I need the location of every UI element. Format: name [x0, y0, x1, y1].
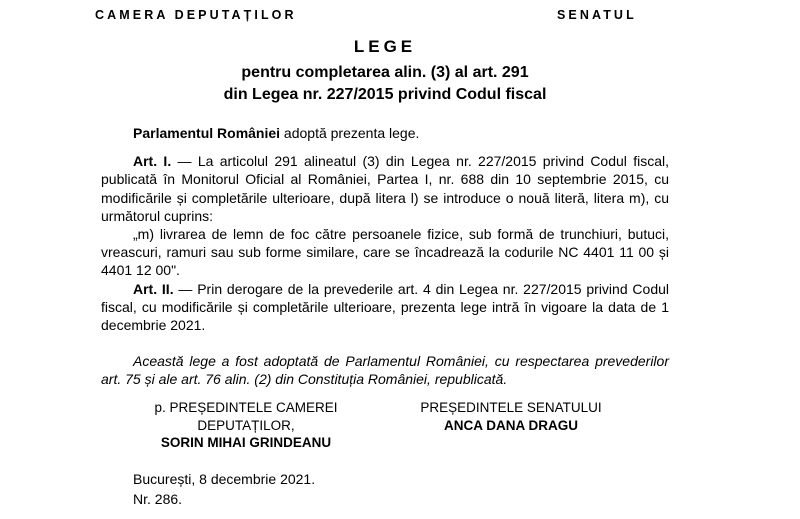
signature-senate [391, 399, 631, 434]
chamber-senate-label: SENATUL [557, 8, 637, 22]
paragraph-article-1 [101, 152, 669, 225]
chambers-header [0, 6, 800, 24]
adoption-note [101, 352, 669, 388]
document-footer [133, 469, 315, 509]
footer-number: Nr. 286. [133, 491, 183, 507]
article-2-text: Prin derogare de la prevederile art. 4 din Legea nr. 227/2015 privind Codul fiscal, cu modificările și completările ulterioare, prezenta lege intră în vigoare la data de 1 decembrie 2021. [101, 280, 670, 334]
paragraph-quoted-letter-m [101, 225, 669, 280]
article-1-dash: — [171, 153, 198, 170]
preamble-bold-text: Parlamentul României [133, 125, 281, 141]
preamble-rest-text: adoptă prezenta lege. [280, 125, 420, 141]
paragraph-article-2 [101, 280, 669, 335]
law-title-block [100, 36, 670, 106]
signature-block [101, 399, 669, 459]
chamber-deputies-label: CAMERA DEPUTAȚILOR [95, 8, 297, 22]
article-2-label: Art. II. [133, 280, 174, 297]
law-body [101, 124, 669, 334]
footer-place-date: București, 8 decembrie 2021. [133, 471, 316, 487]
law-title-line-1: pentru completarea alin. (3) al art. 291 [241, 64, 529, 81]
paragraph-preamble [101, 124, 669, 142]
signature-deputies-name: SORIN MIHAI GRINDEANU [160, 435, 332, 450]
law-title-line-2: din Legea nr. 227/2015 privind Codul fiscal [223, 86, 547, 103]
adoption-note-text: Această lege a fost adoptată de Parlamentul României, cu respectarea prevederilor art. 75 și ale art. 76 alin. (2) din Constituția României, republicată. [101, 353, 669, 388]
article-1-text: La articolul 291 alineatul (3) din Legea nr. 227/2015 privind Codul fiscal, publicată în Monitorul Oficial al României, Partea I, nr. 688 din 10 septembrie 2015, cu modificările și completările ulterioare, după litera l) se introduce o nouă literă, litera m), cu următorul cuprins: [101, 153, 670, 224]
signature-deputies-role-line-1: p. PREȘEDINTELE CAMEREI [154, 400, 338, 415]
law-title-main: LEGE [353, 37, 417, 56]
signature-deputies-role-line-2: DEPUTAȚILOR, [197, 417, 295, 433]
article-2-dash: — [173, 280, 198, 297]
signature-deputies [121, 399, 371, 452]
signature-senate-name: ANCA DANA DRAGU [444, 417, 578, 433]
article-1-label: Art. I. [133, 153, 172, 170]
quoted-letter-m-text: „m) livrarea de lemn de foc către persoanele fizice, sub formă de trunchiuri, butuci, vreascuri, ramuri sau sub forme similare, care se încadrează la codurile NC 4401 11 00 și 4401 12 00". [101, 226, 669, 279]
signature-senate-role-line-1: PREȘEDINTELE SENATULUI [420, 400, 602, 415]
